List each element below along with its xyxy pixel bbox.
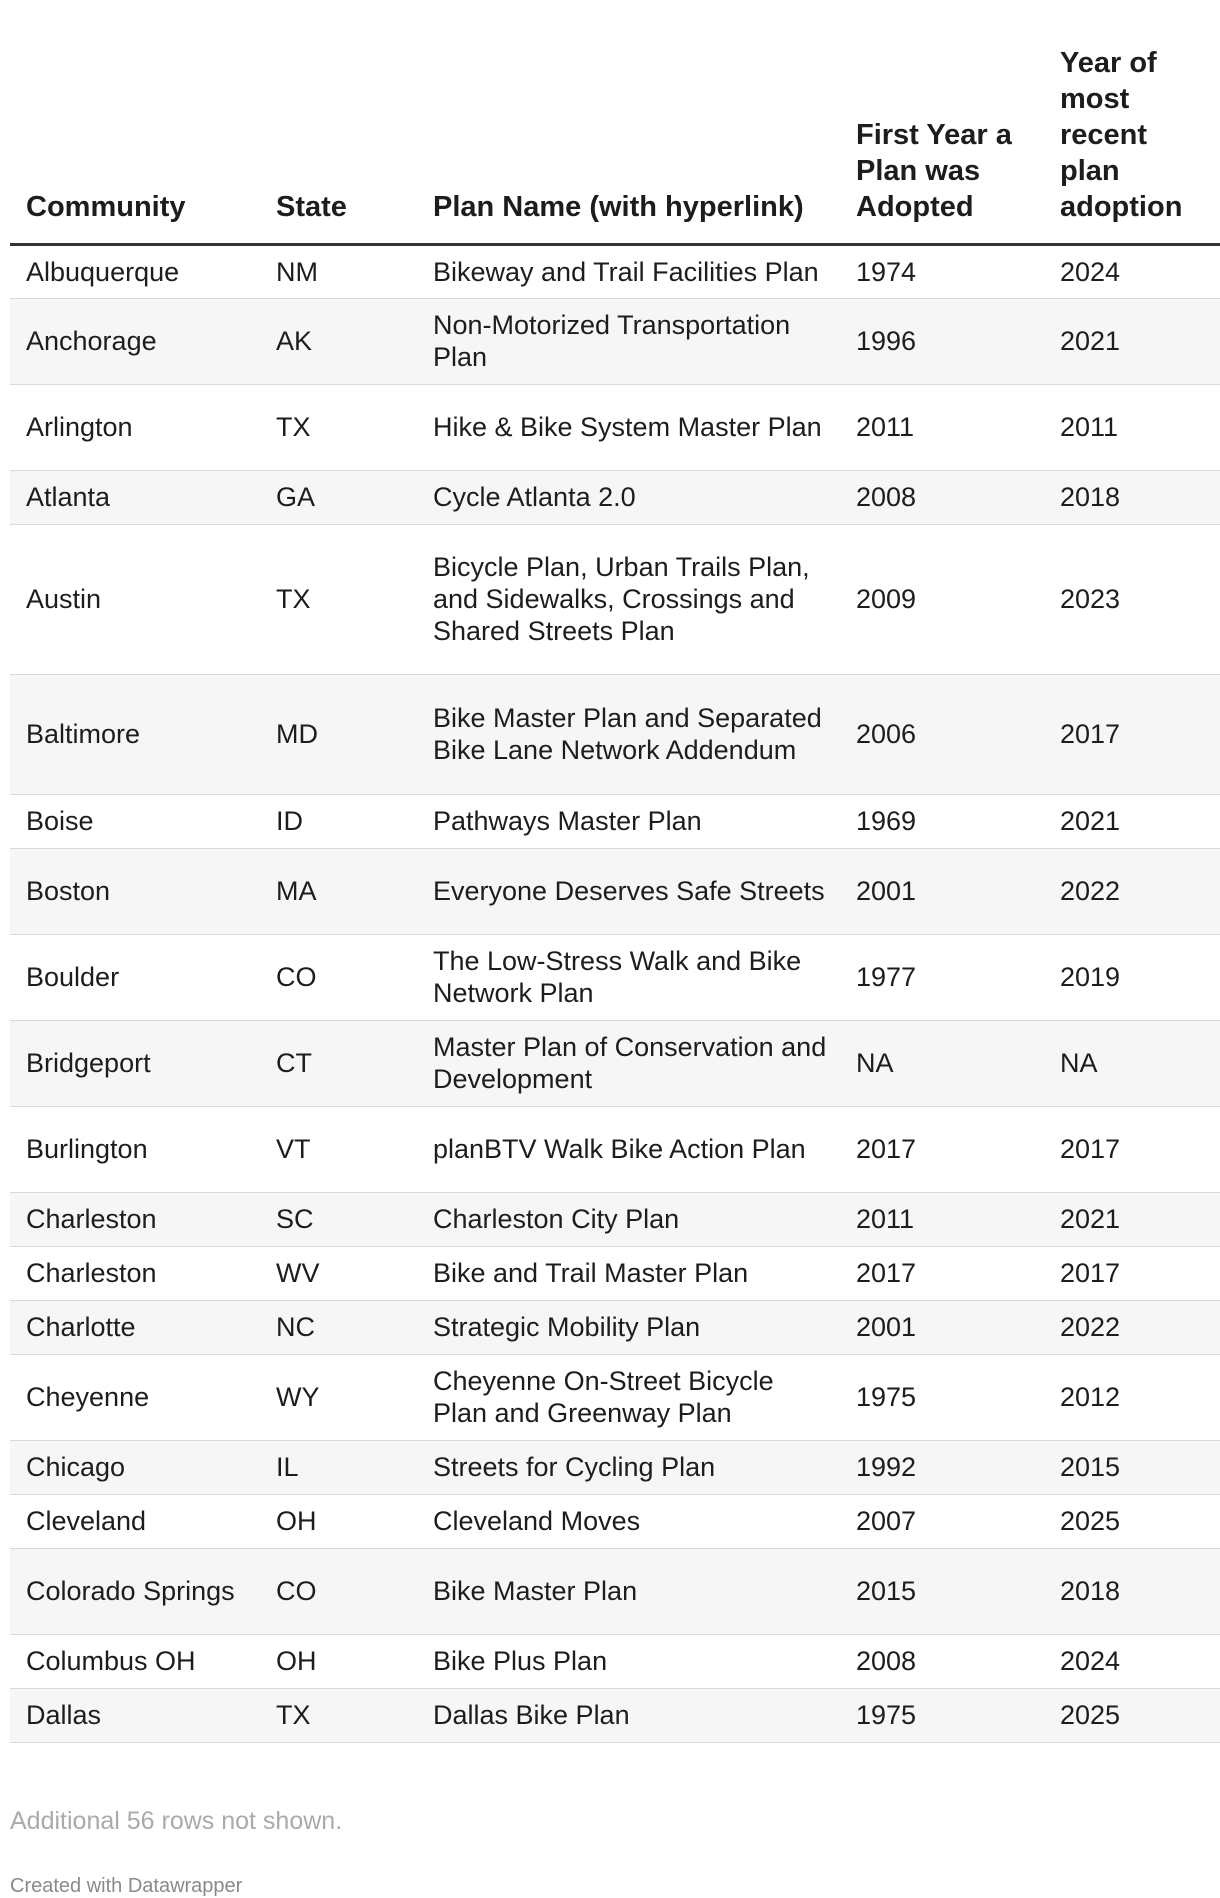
cell-community: Charlotte <box>10 1300 260 1354</box>
cell-first-year: 1975 <box>840 1354 1044 1440</box>
table-body <box>10 244 1220 1742</box>
table-row <box>10 794 1220 848</box>
cell-state: NC <box>260 1300 417 1354</box>
table-row <box>10 674 1220 794</box>
cell-community: Charleston <box>10 1192 260 1246</box>
cell-community: Boulder <box>10 934 260 1020</box>
cell-plan-link[interactable]: Strategic Mobility Plan <box>417 1300 840 1354</box>
cell-community: Charleston <box>10 1246 260 1300</box>
cell-recent-year: 2025 <box>1044 1494 1220 1548</box>
table-row <box>10 1548 1220 1634</box>
cell-community: Atlanta <box>10 470 260 524</box>
rows-not-shown-note: Additional 56 rows not shown. <box>10 1807 343 1835</box>
cell-community: Cheyenne <box>10 1354 260 1440</box>
table-row <box>10 244 1220 298</box>
cell-plan-link[interactable]: The Low-Stress Walk and Bike Network Plan <box>417 934 840 1020</box>
cell-recent-year: 2017 <box>1044 1246 1220 1300</box>
cell-first-year: 2017 <box>840 1106 1044 1192</box>
cell-first-year: 1974 <box>840 244 1044 298</box>
cell-first-year: NA <box>840 1020 1044 1106</box>
cell-state: TX <box>260 384 417 470</box>
cell-plan-link[interactable]: Bike Plus Plan <box>417 1634 840 1688</box>
cell-plan-link[interactable]: Hike & Bike System Master Plan <box>417 384 840 470</box>
cell-plan-link[interactable]: Bicycle Plan, Urban Trails Plan, and Sidewalks, Crossings and Shared Streets Plan <box>417 524 840 674</box>
cell-recent-year: 2019 <box>1044 934 1220 1020</box>
cell-state: IL <box>260 1440 417 1494</box>
cell-state: WY <box>260 1354 417 1440</box>
table-row <box>10 1106 1220 1192</box>
cell-community: Burlington <box>10 1106 260 1192</box>
table-row <box>10 470 1220 524</box>
cell-plan-link[interactable]: Cleveland Moves <box>417 1494 840 1548</box>
plans-table <box>10 0 1220 1743</box>
cell-recent-year: 2024 <box>1044 1634 1220 1688</box>
cell-state: OH <box>260 1634 417 1688</box>
table-row <box>10 298 1220 384</box>
cell-recent-year: 2021 <box>1044 794 1220 848</box>
cell-state: MD <box>260 674 417 794</box>
cell-first-year: 2015 <box>840 1548 1044 1634</box>
cell-first-year: 1975 <box>840 1688 1044 1742</box>
cell-plan-link[interactable]: Bike Master Plan and Separated Bike Lane Network Addendum <box>417 674 840 794</box>
cell-community: Anchorage <box>10 298 260 384</box>
cell-plan-link[interactable]: Streets for Cycling Plan <box>417 1440 840 1494</box>
cell-first-year: 2011 <box>840 384 1044 470</box>
table-row <box>10 384 1220 470</box>
cell-first-year: 2008 <box>840 1634 1044 1688</box>
cell-state: CO <box>260 934 417 1020</box>
header-state[interactable]: State <box>260 0 417 244</box>
cell-recent-year: NA <box>1044 1020 1220 1106</box>
cell-plan-link[interactable]: planBTV Walk Bike Action Plan <box>417 1106 840 1192</box>
table-row <box>10 1440 1220 1494</box>
cell-state: CO <box>260 1548 417 1634</box>
cell-first-year: 2008 <box>840 470 1044 524</box>
cell-recent-year: 2022 <box>1044 848 1220 934</box>
cell-state: ID <box>260 794 417 848</box>
cell-plan-link[interactable]: Cheyenne On-Street Bicycle Plan and Greenway Plan <box>417 1354 840 1440</box>
cell-recent-year: 2018 <box>1044 1548 1220 1634</box>
cell-state: WV <box>260 1246 417 1300</box>
cell-state: GA <box>260 470 417 524</box>
table-row <box>10 1688 1220 1742</box>
cell-recent-year: 2015 <box>1044 1440 1220 1494</box>
cell-recent-year: 2017 <box>1044 674 1220 794</box>
header-plan-name[interactable]: Plan Name (with hyperlink) <box>417 0 840 244</box>
cell-first-year: 1969 <box>840 794 1044 848</box>
cell-recent-year: 2011 <box>1044 384 1220 470</box>
header-recent-year[interactable]: Year of most recent plan adoption <box>1044 0 1220 244</box>
cell-community: Arlington <box>10 384 260 470</box>
cell-first-year: 2006 <box>840 674 1044 794</box>
cell-state: VT <box>260 1106 417 1192</box>
table-row <box>10 1494 1220 1548</box>
cell-plan-link[interactable]: Charleston City Plan <box>417 1192 840 1246</box>
cell-plan-link[interactable]: Bike and Trail Master Plan <box>417 1246 840 1300</box>
cell-plan-link[interactable]: Master Plan of Conservation and Development <box>417 1020 840 1106</box>
cell-recent-year: 2022 <box>1044 1300 1220 1354</box>
cell-first-year: 2017 <box>840 1246 1044 1300</box>
cell-first-year: 1977 <box>840 934 1044 1020</box>
table-header <box>10 0 1220 244</box>
cell-plan-link[interactable]: Cycle Atlanta 2.0 <box>417 470 840 524</box>
table-row <box>10 1300 1220 1354</box>
cell-community: Austin <box>10 524 260 674</box>
cell-community: Albuquerque <box>10 244 260 298</box>
cell-first-year: 2011 <box>840 1192 1044 1246</box>
cell-plan-link[interactable]: Pathways Master Plan <box>417 794 840 848</box>
cell-recent-year: 2025 <box>1044 1688 1220 1742</box>
header-row <box>10 0 1220 244</box>
cell-first-year: 2001 <box>840 1300 1044 1354</box>
cell-community: Cleveland <box>10 1494 260 1548</box>
cell-first-year: 2009 <box>840 524 1044 674</box>
cell-community: Baltimore <box>10 674 260 794</box>
cell-recent-year: 2021 <box>1044 1192 1220 1246</box>
table-row <box>10 1354 1220 1440</box>
cell-community: Boston <box>10 848 260 934</box>
cell-first-year: 2001 <box>840 848 1044 934</box>
cell-first-year: 1996 <box>840 298 1044 384</box>
cell-recent-year: 2024 <box>1044 244 1220 298</box>
cell-state: MA <box>260 848 417 934</box>
table-row <box>10 848 1220 934</box>
cell-state: AK <box>260 298 417 384</box>
cell-first-year: 2007 <box>840 1494 1044 1548</box>
cell-community: Colorado Springs <box>10 1548 260 1634</box>
table-row <box>10 934 1220 1020</box>
cell-community: Chicago <box>10 1440 260 1494</box>
cell-state: TX <box>260 1688 417 1742</box>
cell-plan-link[interactable]: Everyone Deserves Safe Streets <box>417 848 840 934</box>
cell-first-year: 1992 <box>840 1440 1044 1494</box>
cell-community: Dallas <box>10 1688 260 1742</box>
cell-community: Bridgeport <box>10 1020 260 1106</box>
cell-state: NM <box>260 244 417 298</box>
cell-recent-year: 2018 <box>1044 470 1220 524</box>
cell-plan-link[interactable]: Bikeway and Trail Facilities Plan <box>417 244 840 298</box>
table-row <box>10 1246 1220 1300</box>
cell-state: OH <box>260 1494 417 1548</box>
datawrapper-credit-link[interactable]: Created with Datawrapper <box>10 1875 243 1897</box>
cell-plan-link[interactable]: Non-Motorized Transportation Plan <box>417 298 840 384</box>
cell-recent-year: 2017 <box>1044 1106 1220 1192</box>
table-row <box>10 1020 1220 1106</box>
cell-plan-link[interactable]: Bike Master Plan <box>417 1548 840 1634</box>
cell-recent-year: 2021 <box>1044 298 1220 384</box>
cell-community: Boise <box>10 794 260 848</box>
header-community[interactable]: Community <box>10 0 260 244</box>
table-row <box>10 1634 1220 1688</box>
cell-plan-link[interactable]: Dallas Bike Plan <box>417 1688 840 1742</box>
cell-state: SC <box>260 1192 417 1246</box>
table-row <box>10 524 1220 674</box>
cell-recent-year: 2012 <box>1044 1354 1220 1440</box>
cell-state: CT <box>260 1020 417 1106</box>
cell-recent-year: 2023 <box>1044 524 1220 674</box>
table-row <box>10 1192 1220 1246</box>
cell-community: Columbus OH <box>10 1634 260 1688</box>
cell-state: TX <box>260 524 417 674</box>
header-first-year[interactable]: First Year a Plan was Adopted <box>840 0 1044 244</box>
